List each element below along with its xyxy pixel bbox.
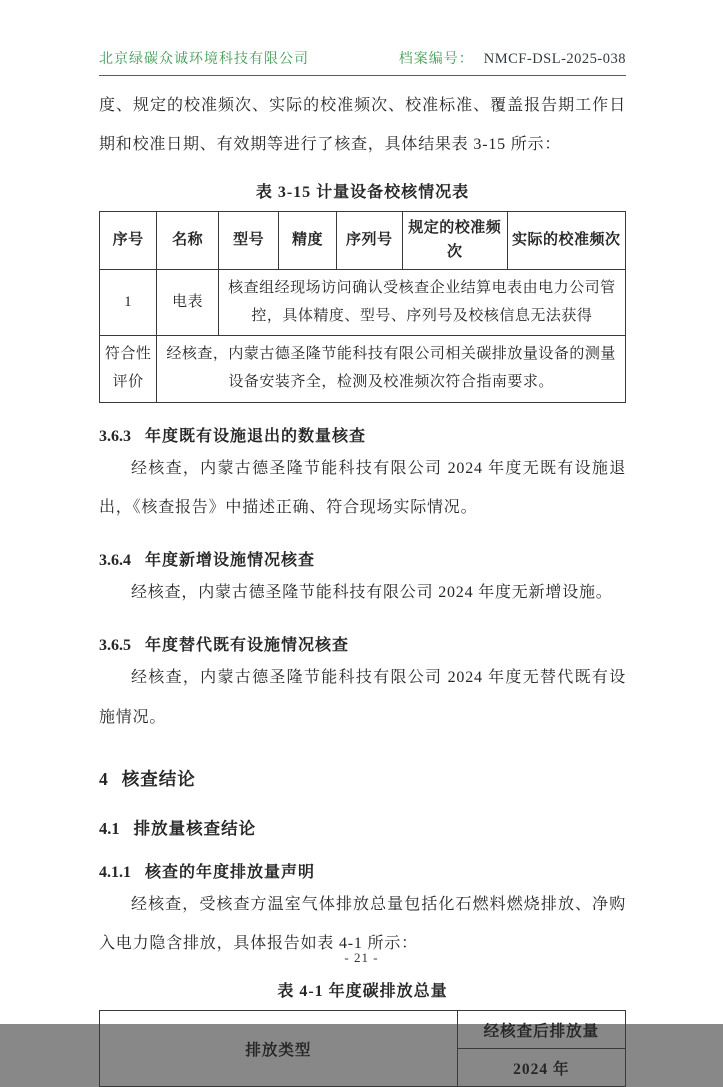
year-header: 2024 年: [457, 1049, 625, 1087]
table-315-header-row: [100, 212, 626, 270]
table-315-caption: 表 3-15 计量设备校核情况表: [255, 184, 470, 202]
paragraph-3-6-5: 经核查，内蒙古德圣隆节能科技有限公司 2024 年度无替代既有设施情况。: [99, 669, 626, 726]
archive-info: [399, 48, 626, 68]
page-content: [99, 0, 626, 1087]
heading-number: 4: [99, 768, 108, 789]
col-header-required-freq: 规定的校准频次: [402, 212, 507, 270]
conformity-label: 符合性评价: [100, 336, 157, 403]
table-315: [99, 211, 626, 403]
col-header-seq: 序号: [100, 212, 157, 270]
heading-title: 核查结论: [121, 768, 196, 789]
device-seq: 1: [100, 269, 157, 336]
col-header-serial: 序列号: [336, 212, 402, 270]
page-number: - 21 -: [344, 950, 379, 965]
heading-3-6-3: [99, 423, 626, 446]
heading-3-6-4: [99, 547, 626, 570]
heading-number: 3.6.4: [99, 552, 131, 570]
company-name: 北京绿碳众诚环境科技有限公司: [99, 52, 309, 67]
heading-title: 核查的年度排放量声明: [145, 863, 316, 881]
heading-4: [99, 766, 626, 791]
col-header-model: 型号: [218, 212, 278, 270]
conformity-note: 经核查，内蒙古德圣隆节能科技有限公司相关碳排放量设备的测量设备安装齐全，检测及校准频次符合指南要求。: [157, 336, 626, 403]
archive-number: NMCF-DSL-2025-038: [483, 51, 626, 67]
emission-type-header: 排放类型: [100, 1011, 458, 1087]
heading-4-1: [99, 815, 626, 839]
device-name: 电表: [157, 269, 219, 336]
table-41-caption: 表 4-1 年度碳排放总量: [277, 983, 448, 1001]
col-header-accuracy: 精度: [279, 212, 336, 270]
table-41-row-top: [100, 1011, 626, 1049]
heading-title: 排放量核查结论: [133, 818, 257, 838]
paragraph-4-1-1: 经核查，受核查方温室气体排放总量包括化石燃料燃烧排放、净购入电力隐含排放，具体报告如表 4-1 所示：: [99, 895, 626, 952]
heading-number: 4.1.1: [99, 863, 131, 881]
archive-label: 档案编号：: [398, 52, 474, 67]
heading-title: 年度新增设施情况核查: [145, 552, 316, 570]
col-header-name: 名称: [157, 212, 219, 270]
heading-title: 年度既有设施退出的数量核查: [145, 427, 367, 445]
heading-number: 3.6.5: [99, 637, 131, 655]
table-row-conformity: [100, 336, 626, 403]
heading-title: 年度替代既有设施情况核查: [145, 637, 350, 655]
col-header-actual-freq: 实际的校准频次: [507, 212, 625, 270]
heading-3-6-5: [99, 632, 626, 655]
verified-emission-header: 经核查后排放量: [457, 1011, 625, 1049]
table-41: [99, 1010, 626, 1087]
intro-paragraph: 度、规定的校准频次、实际的校准频次、校准标准、覆盖报告期工作日期和校准日期、有效期等进行了核查，具体结果表 3-15 所示：: [99, 97, 626, 154]
heading-4-1-1: [99, 859, 626, 882]
document-header: [99, 0, 626, 76]
paragraph-3-6-4: 经核查，内蒙古德圣隆节能科技有限公司 2024 年度无新增设施。: [131, 584, 613, 602]
table-row-device: [100, 269, 626, 336]
heading-number: 3.6.3: [99, 427, 131, 445]
heading-number: 4.1: [99, 818, 120, 838]
paragraph-3-6-3: 经核查，内蒙古德圣隆节能科技有限公司 2024 年度无既有设施退出，《核查报告》中描述正确、符合现场实际情况。: [99, 459, 626, 517]
device-note: 核查组经现场访问确认受核查企业结算电表由电力公司管控，具体精度、型号、序列号及校核信息无法获得: [218, 269, 625, 336]
